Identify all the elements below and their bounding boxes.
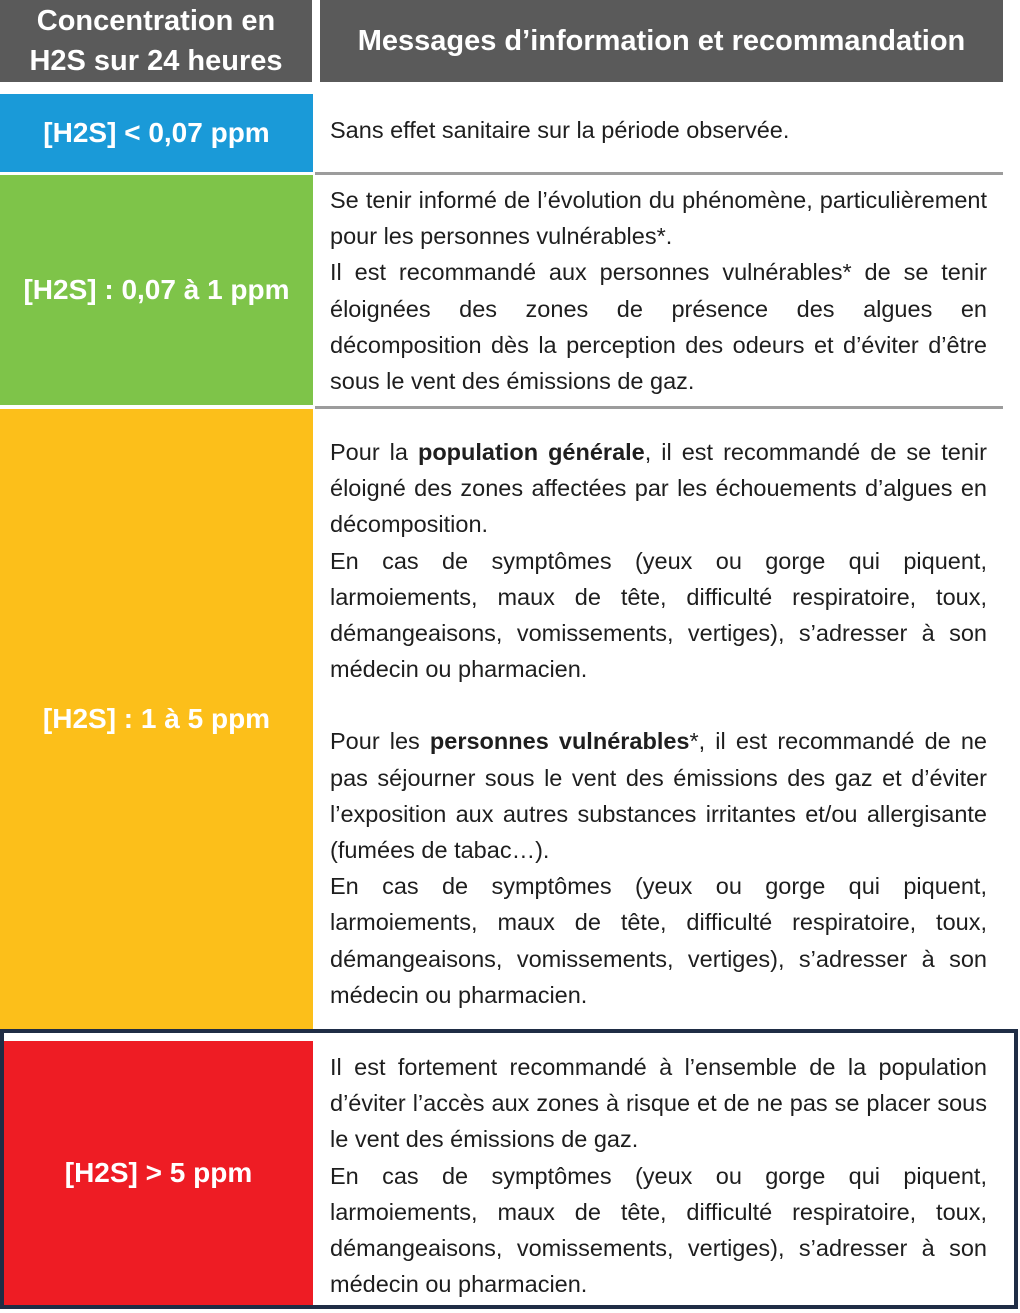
message-paragraph: [330, 434, 987, 543]
row-divider: [315, 406, 1003, 409]
message-text: Pour les: [330, 728, 430, 755]
message-paragraph: En cas de symptômes (yeux ou gorge qui piquent, larmoiements, maux de tête, difficulté respiratoire, toux, démangeaisons, vomissements, vertiges), s’adresser à son médecin ou pharmacien.: [330, 1162, 987, 1298]
emphasis-population-generale: population générale: [417, 439, 645, 465]
row-divider: [315, 172, 1003, 175]
emphasis-personnes-vulnerables: personnes vulnérables: [429, 728, 690, 755]
column-header-concentration-line2: H2S sur 24 heures: [29, 45, 283, 77]
message-cell-red: [315, 1049, 1003, 1305]
message-cell-blue: [315, 112, 1003, 172]
message-cell-yellow: [315, 434, 1003, 1029]
message-paragraph: En cas de symptômes (yeux ou gorge qui piquent, larmoiements, maux de tête, difficulté respiratoire, toux, démangeaisons, vomissements, vertiges), s’adresser à son médecin ou pharmacien.: [330, 547, 987, 683]
message-paragraph: Il est fortement recommandé à l’ensemble de la population d’éviter l’accès aux zones à risque et de ne pas se placer sous le vent des émissions de gaz.: [330, 1054, 987, 1153]
message-paragraph: Se tenir informé de l’évolution du phénomène, particulièrement pour les personnes vulnérables*.: [330, 187, 987, 250]
message-paragraph: [330, 723, 987, 868]
message-cell-green: [315, 182, 1003, 405]
level-cell-green: [H2S] : 0,07 à 1 ppm: [0, 175, 313, 405]
level-cell-blue: [H2S] < 0,07 ppm: [0, 94, 313, 172]
message-text: Pour la: [330, 439, 418, 465]
message-text: , il est recommandé de se tenir éloigné des zones affectées par les échouements d’algues en décomposition.: [330, 439, 987, 538]
message-paragraph: En cas de symptômes (yeux ou gorge qui piquent, larmoiements, maux de tête, difficulté respiratoire, toux, démangeaisons, vomissements, vertiges), s’adresser à son médecin ou pharmacien.: [330, 873, 987, 1008]
level-cell-red: [H2S] > 5 ppm: [4, 1041, 313, 1305]
column-header-concentration: [0, 0, 312, 82]
column-header-messages: Messages d’information et recommandation: [320, 0, 1003, 82]
column-header-concentration-line1: Concentration en: [36, 5, 276, 37]
paragraph-gap: [330, 687, 987, 723]
message-text: Sans effet sanitaire sur la période observée.: [330, 117, 790, 143]
message-paragraph: Il est recommandé aux personnes vulnérables* de se tenir éloignées des zones de présence des algues en décomposition dès la perception des odeurs et d’éviter d’être sous le vent des émissions de gaz.: [330, 259, 987, 395]
level-cell-yellow: [H2S] : 1 à 5 ppm: [0, 409, 313, 1029]
message-text: *, il est recommandé de ne pas séjourner sous le vent des émissions des gaz et d’éviter l’exposition aux autres substances irritantes et/ou allergisante (fumées de tabac…).: [330, 728, 987, 864]
